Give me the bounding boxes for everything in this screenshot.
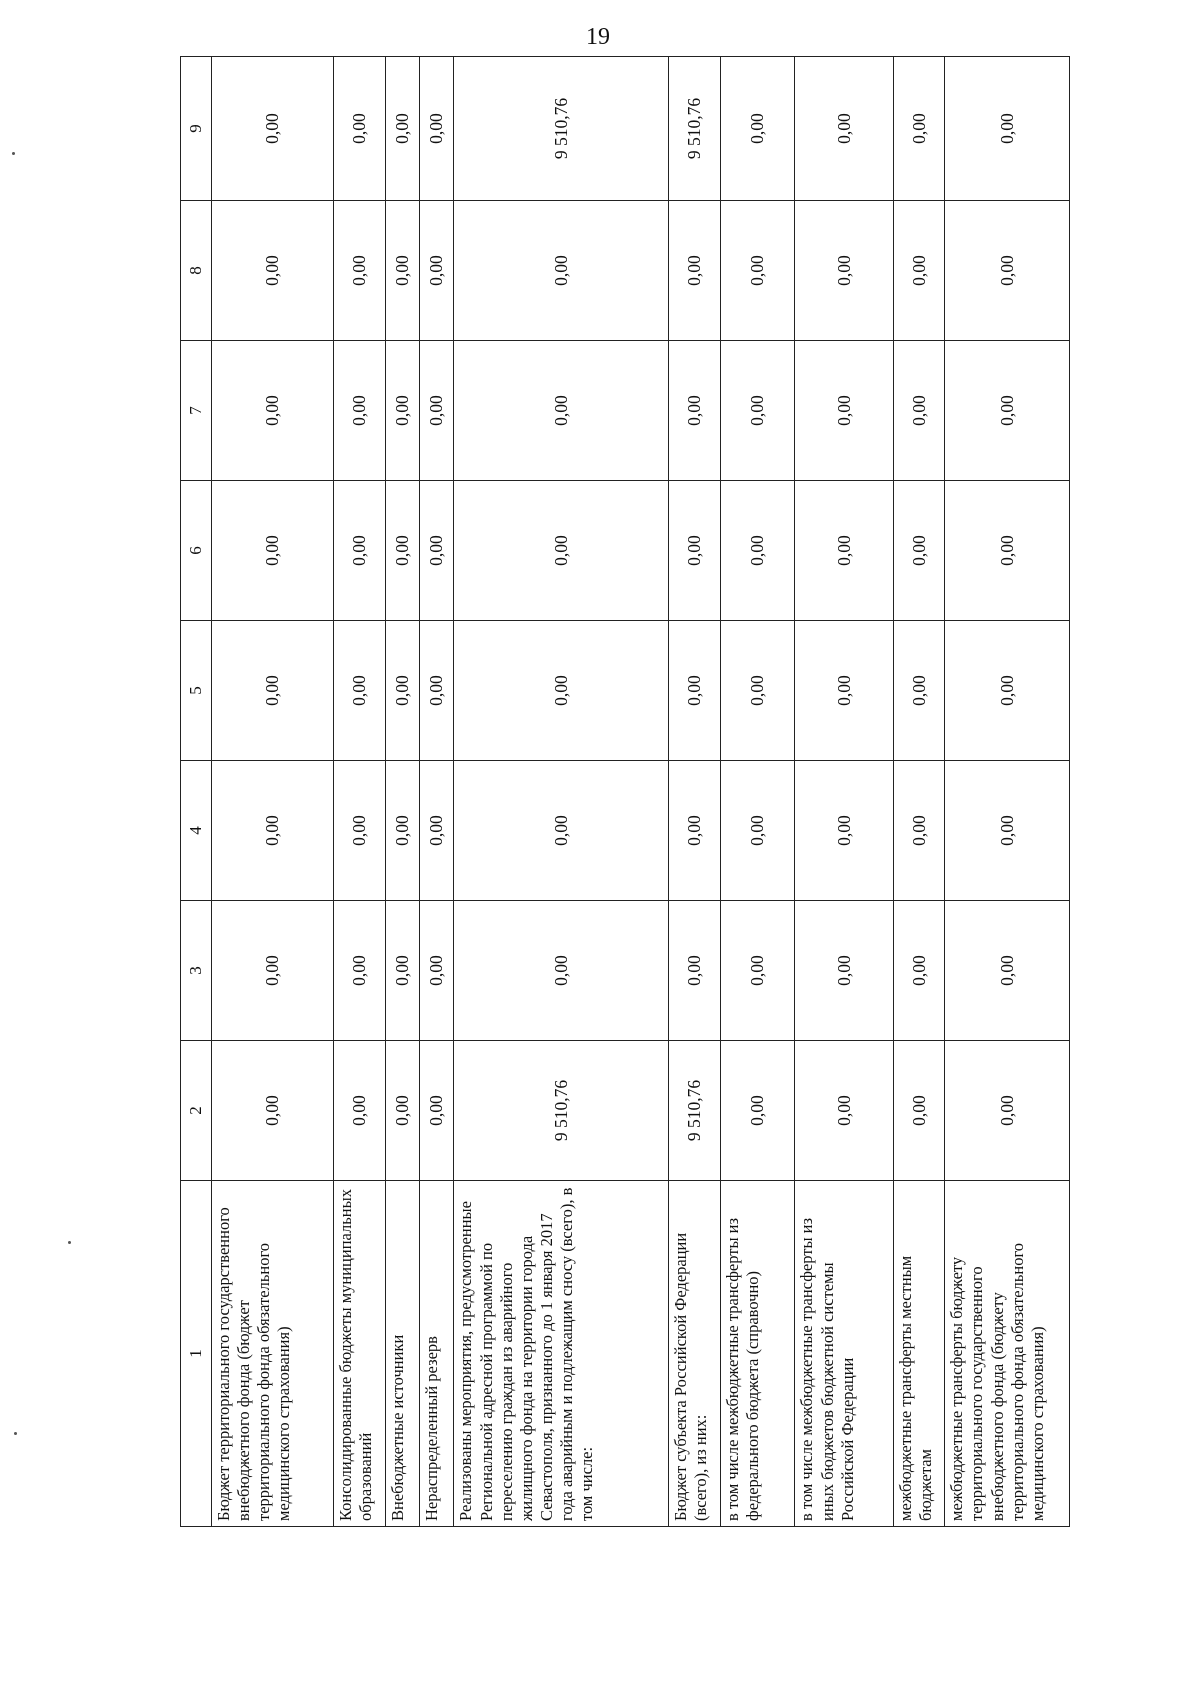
value-cell: 0,00 xyxy=(945,481,1070,621)
value-cell: 0,00 xyxy=(212,201,334,341)
value-cell: 0,00 xyxy=(386,201,420,341)
value-cell: 0,00 xyxy=(668,201,720,341)
scan-speck xyxy=(68,1241,71,1244)
value-cell: 0,00 xyxy=(212,341,334,481)
value-cell: 0,00 xyxy=(945,901,1070,1041)
value-cell: 0,00 xyxy=(386,57,420,201)
column-header-2: 2 xyxy=(181,1041,212,1181)
column-header-5: 5 xyxy=(181,621,212,761)
table-row xyxy=(945,57,1070,1527)
value-cell: 0,00 xyxy=(894,1041,945,1181)
value-cell: 9 510,76 xyxy=(668,57,720,201)
value-cell: 0,00 xyxy=(795,481,894,621)
value-cell: 0,00 xyxy=(894,901,945,1041)
value-cell: 0,00 xyxy=(454,761,668,901)
value-cell: 9 510,76 xyxy=(668,1041,720,1181)
column-header-3: 3 xyxy=(181,901,212,1041)
rotated-table-container xyxy=(180,57,1070,1527)
value-cell: 0,00 xyxy=(720,761,795,901)
column-header-8: 8 xyxy=(181,201,212,341)
value-cell: 0,00 xyxy=(334,1041,386,1181)
value-cell: 0,00 xyxy=(795,341,894,481)
row-label: Консолидированные бюджеты муниципальных образований xyxy=(334,1181,386,1527)
value-cell: 0,00 xyxy=(420,57,454,201)
value-cell: 0,00 xyxy=(334,901,386,1041)
row-label: Внебюджетные источники xyxy=(386,1181,420,1527)
value-cell: 0,00 xyxy=(720,901,795,1041)
value-cell: 0,00 xyxy=(334,201,386,341)
value-cell: 0,00 xyxy=(945,1041,1070,1181)
value-cell: 0,00 xyxy=(454,901,668,1041)
value-cell: 0,00 xyxy=(894,621,945,761)
value-cell: 0,00 xyxy=(212,621,334,761)
value-cell: 0,00 xyxy=(945,341,1070,481)
value-cell: 0,00 xyxy=(334,621,386,761)
value-cell: 0,00 xyxy=(894,341,945,481)
value-cell: 0,00 xyxy=(795,57,894,201)
value-cell: 0,00 xyxy=(454,201,668,341)
table-row xyxy=(795,57,894,1527)
table-row xyxy=(894,57,945,1527)
column-header-7: 7 xyxy=(181,341,212,481)
value-cell: 0,00 xyxy=(212,481,334,621)
value-cell: 0,00 xyxy=(720,57,795,201)
value-cell: 0,00 xyxy=(454,621,668,761)
row-label: в том числе межбюджетные трансферты из иных бюджетов бюджетной системы Российской Федерации xyxy=(795,1181,894,1527)
value-cell: 0,00 xyxy=(334,341,386,481)
row-label: Бюджет территориального государственного внебюджетного фонда (бюджет территориального фонда обязательного медицинского страхования) xyxy=(212,1181,334,1527)
value-cell: 0,00 xyxy=(720,621,795,761)
column-header-9: 9 xyxy=(181,57,212,201)
table-row xyxy=(334,57,386,1527)
table-row xyxy=(668,57,720,1527)
value-cell: 0,00 xyxy=(720,341,795,481)
row-label: в том числе межбюджетные трансферты из федерального бюджета (справочно) xyxy=(720,1181,795,1527)
value-cell: 0,00 xyxy=(795,621,894,761)
table-row xyxy=(420,57,454,1527)
value-cell: 0,00 xyxy=(212,761,334,901)
column-header-4: 4 xyxy=(181,761,212,901)
value-cell: 0,00 xyxy=(668,481,720,621)
value-cell: 0,00 xyxy=(795,1041,894,1181)
value-cell: 0,00 xyxy=(945,621,1070,761)
table-row xyxy=(212,57,334,1527)
value-cell: 9 510,76 xyxy=(454,1041,668,1181)
row-label: Бюджет субъекта Российской Федерации (всего), из них: xyxy=(668,1181,720,1527)
value-cell: 0,00 xyxy=(894,481,945,621)
value-cell: 0,00 xyxy=(668,761,720,901)
value-cell: 0,00 xyxy=(420,1041,454,1181)
value-cell: 0,00 xyxy=(420,341,454,481)
value-cell: 0,00 xyxy=(386,901,420,1041)
value-cell: 0,00 xyxy=(894,201,945,341)
value-cell: 0,00 xyxy=(795,201,894,341)
value-cell: 0,00 xyxy=(386,761,420,901)
value-cell: 0,00 xyxy=(668,621,720,761)
table-row xyxy=(720,57,795,1527)
value-cell: 0,00 xyxy=(894,57,945,201)
value-cell: 0,00 xyxy=(720,201,795,341)
value-cell: 0,00 xyxy=(454,481,668,621)
row-label: межбюджетные трансферты местным бюджетам xyxy=(894,1181,945,1527)
value-cell: 0,00 xyxy=(945,57,1070,201)
value-cell: 0,00 xyxy=(945,201,1070,341)
row-label: Нераспределенный резерв xyxy=(420,1181,454,1527)
value-cell: 0,00 xyxy=(795,761,894,901)
column-header-1: 1 xyxy=(181,1181,212,1527)
value-cell: 0,00 xyxy=(386,621,420,761)
table-body xyxy=(212,57,1070,1527)
value-cell: 0,00 xyxy=(386,1041,420,1181)
value-cell: 0,00 xyxy=(334,57,386,201)
value-cell: 0,00 xyxy=(420,901,454,1041)
value-cell: 0,00 xyxy=(334,761,386,901)
value-cell: 0,00 xyxy=(668,901,720,1041)
column-header-6: 6 xyxy=(181,481,212,621)
row-label: Реализованы мероприятия, предусмотренные Региональной адресной программой по переселению граждан из аварийного жилищного фонда на территории города Севастополя, признанного до 1 января 2017 года аварийным и подлежащим сносу (всего), в том числе: xyxy=(454,1181,668,1527)
header-row xyxy=(181,57,212,1527)
value-cell: 0,00 xyxy=(420,761,454,901)
table-row xyxy=(386,57,420,1527)
value-cell: 0,00 xyxy=(720,1041,795,1181)
value-cell: 0,00 xyxy=(420,621,454,761)
value-cell: 0,00 xyxy=(894,761,945,901)
value-cell: 0,00 xyxy=(795,901,894,1041)
scan-speck xyxy=(14,1432,17,1435)
value-cell: 0,00 xyxy=(212,901,334,1041)
value-cell: 0,00 xyxy=(212,1041,334,1181)
table-row xyxy=(454,57,668,1527)
value-cell: 0,00 xyxy=(720,481,795,621)
scan-speck xyxy=(12,152,15,155)
page-number: 19 xyxy=(586,24,610,50)
value-cell: 0,00 xyxy=(386,481,420,621)
value-cell: 0,00 xyxy=(212,57,334,201)
value-cell: 0,00 xyxy=(668,341,720,481)
value-cell: 0,00 xyxy=(945,761,1070,901)
value-cell: 9 510,76 xyxy=(454,57,668,201)
value-cell: 0,00 xyxy=(334,481,386,621)
value-cell: 0,00 xyxy=(420,201,454,341)
value-cell: 0,00 xyxy=(386,341,420,481)
value-cell: 0,00 xyxy=(454,341,668,481)
row-label: межбюджетные трансферты бюджету территориального государственного внебюджетного фонда (бюджету территориального фонда обязательного медицинского страхования) xyxy=(945,1181,1070,1527)
budget-table xyxy=(180,56,1070,1527)
value-cell: 0,00 xyxy=(420,481,454,621)
